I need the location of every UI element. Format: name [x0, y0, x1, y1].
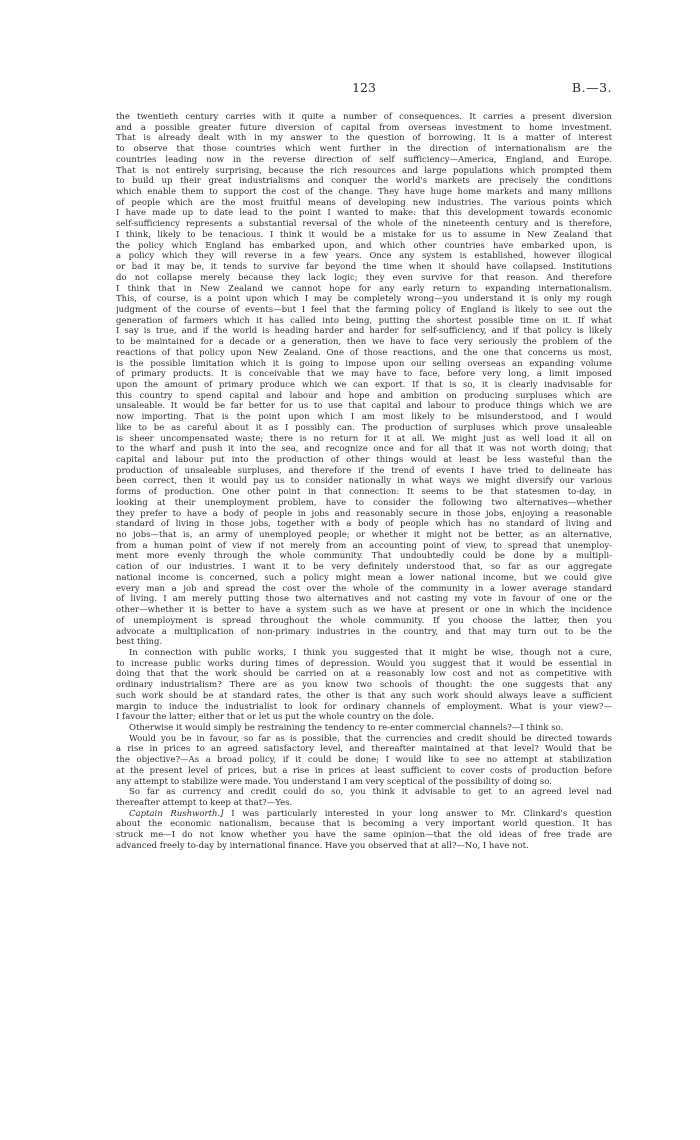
text-line: doing that that the work should be carried on at a reasonably low cost and not as competitive with — [116, 669, 612, 680]
text-line: countries leading now in the reverse direction of self sufficiency—America, England, and Europe. — [116, 154, 612, 165]
text-line: of unemployment is spread throughout the whole community. If you choose the latter, then you — [116, 615, 612, 626]
text-line: any attempt to stabilize were made. You understand I am very sceptical of the possibility of doing so. — [116, 776, 552, 787]
text-line: Otherwise it would simply be restraining the tendency to re-enter commercial channels?—I think so. — [129, 722, 564, 733]
text-line: a policy which they will reverse in a few years. Once any system is established, however illogical — [116, 251, 612, 262]
text-line: best thing. — [116, 637, 163, 648]
text-line: I think, likely to be tenacious. I think it would be a mistake for us to assume in New Zealand that — [116, 229, 612, 240]
text-line: production of unsaleable surpluses, and therefore if the trend of events I have tried to delineate has — [116, 465, 612, 476]
text-line: this country to spend capital and labour and hope and ambition on producing surpluses which are — [116, 390, 612, 401]
text-line: to be maintained for a decade or a generation, then we have to face very seriously the problem of the — [116, 337, 612, 348]
text-line: generation of farmers which it has called into being, putting the shortest possible time on it. If what — [116, 315, 612, 326]
text-line: So far as currency and credit could do so, you think it advisable to get to an agreed level nad — [129, 787, 612, 798]
text-line: no jobs—that is, an army of unemployed people; or whether it might not be better, as an alternative, — [116, 530, 612, 541]
paragraph — [116, 648, 612, 723]
text-line: I think that in New Zealand we cannot hope for any early return to expanding internationalism. — [116, 283, 612, 294]
text-line: like to be as careful about it as I possibly can. The production of surpluses which prove unsaleable — [116, 422, 612, 433]
text-line: about the economic nationalism, because that is becoming a very important world question. It has — [116, 819, 612, 830]
text-line: Would you be in favour, so far as is possible, that the currencies and credit should be directed towards — [129, 733, 612, 744]
text-line: such work should be at standard rates, the other is that any such work should always leave a sufficient — [116, 690, 612, 701]
text-line: forms of production. One other point in that connection: It seems to be that statesmen to-day, in — [116, 487, 612, 498]
paragraph — [116, 112, 612, 648]
paragraph — [116, 734, 612, 788]
text-line: advocate a multiplication of non-primary industries in the country, and that may turn out to be the — [116, 626, 612, 637]
text-line: been correct, then it would pay us to consider nationally in what ways we might diversify our various — [116, 476, 612, 487]
text-line: the policy which England has embarked upon, and which other countries have embarked upon, is — [116, 240, 612, 251]
text-line: capital and labour put into the production of other things would at least be less wasteful than the — [116, 455, 612, 465]
text-line: and a possible greater future diversion of capital from overseas investment to home investment. — [116, 122, 612, 133]
text-line: upon the amount of primary produce which we can export. If that is so, it is clearly inadvisable for — [116, 379, 612, 390]
text-line: cation of our industries. I want it to be very definitely understood that, so far as our aggregate — [116, 562, 612, 573]
text-line: the twentieth century carries with it quite a number of consequences. It carries a present diversion — [116, 112, 612, 122]
text-line: struck me—I do not know whether you have the same opinion—that the old ideas of free trade are — [116, 830, 612, 841]
paragraph — [116, 787, 612, 808]
text-line: is the possible limitation which it is going to impose upon our selling overseas an expanding volume — [116, 358, 612, 369]
text-line: ordinary industrialism? There are as you know two schools of thought: the one suggests that any — [116, 680, 612, 691]
text-line: In connection with public works, I think you suggested that it might be wise, though not a cure, — [129, 647, 612, 658]
text-line: a rise in prices to an agreed satisfactory level, and thereafter maintained at that level? Would that be — [116, 744, 612, 755]
text-line: now importing. That is the point upon which I am most likely to be misunderstood, and I would — [116, 412, 612, 423]
text-line: national income is concerned, such a policy might mean a lower national income, but we could give — [116, 572, 612, 583]
document-body — [116, 112, 612, 852]
text-line: at the present level of prices, but a rise in prices at least sufficient to cover costs of production before — [116, 765, 612, 776]
text-line: unsaleable. It would be far better for us to use that capital and labour to produce things which we are — [116, 401, 612, 412]
text-line: do not collapse merely because they lack logic; they even survive for that reason. And therefore — [116, 272, 612, 283]
text-line: they prefer to have a body of people in jobs and reasonably secure in those jobs, enjoying a reasonable — [116, 508, 612, 519]
text-line: of primary products. It is conceivable that we may have to face, before very long, a limit imposed — [116, 369, 612, 380]
text-line: looking at their unemployment problem, have to consider the following two alternatives—whether — [116, 497, 612, 508]
text-line: to increase public works during times of depression. Would you suggest that it would be essential in — [116, 658, 612, 669]
text-line: reactions of that policy upon New Zealand. One of those reactions, and the one that concerns us most, — [116, 347, 612, 358]
text-line: every man a job and spread the cost over the whole of the community in a lower average standard — [116, 583, 612, 594]
text-line: judgment of the course of events—but I feel that the farming policy of England is likely to see out the — [116, 304, 612, 315]
text-line: That is not entirely surprising, because the rich resources and large populations which prompted them — [116, 165, 612, 176]
page-number: 123 — [352, 80, 376, 95]
text-line: of people which are the most fruitful means of developing new industries. The various points which — [116, 197, 612, 208]
text-line: advanced freely to-day by international finance. Have you observed that at all?—No, I have not. — [116, 840, 529, 851]
text-line: margin to induce the industrialist to look for ordinary channels of employment. What is your view?— — [116, 701, 612, 712]
text-line: which enable them to support the cost of the change. They have huge home markets and many millions — [116, 187, 612, 198]
text-line: to build up their great industrialisms and conquer the world's markets are precisely the conditions — [116, 176, 612, 187]
text-line: thereafter attempt to keep at that?—Yes. — [116, 798, 293, 808]
text-line: I say is true, and if the world is heading harder and harder for self-sufficiency, and if that policy is likely — [116, 326, 612, 337]
text-line: other—whether it is better to have a system such as we have at present or one in which the incidence — [116, 605, 612, 616]
speaker-name: Captain Rushworth.] — [129, 808, 224, 819]
text-line: of living. I am merely putting those two alternatives and not casting my vote in favour of one or the — [116, 594, 612, 605]
text-line — [116, 809, 612, 820]
text-line: ment more evenly through the whole community. That undoubtedly could be done by a multipli- — [116, 551, 612, 562]
text-line: to the wharf and push it into the sea, and recognize once and for all that it was not worth doing; that — [116, 444, 612, 455]
text-line: the objective?—As a broad policy, if it could be done; I would like to see no attempt at stabilization — [116, 755, 612, 766]
paper-reference: B.—3. — [571, 80, 612, 95]
text-line: self-sufficiency represents a substantial reversal of the whole of the nineteenth century and is therefore, — [116, 219, 612, 230]
text-line: This, of course, is a point upon which I may be completely wrong—you understand it is only my rough — [116, 294, 612, 305]
text-line: I favour the latter; either that or let us put the whole country on the dole. — [116, 712, 434, 723]
text-line: is sheer uncompensated waste; there is no return for it at all. We might just as well load it all on — [116, 433, 612, 444]
page-header — [116, 80, 612, 100]
text-line: from a human point of view if not merely from an accounting point of view, to spread that unemploy- — [116, 540, 612, 551]
line-text: I was particularly interested in your long answer to Mr. Clinkard's question — [223, 808, 612, 819]
text-line: That is already dealt with in my answer to the question of borrowing. It is a matter of interest — [116, 133, 612, 144]
text-line: I have made up to date lead to the point I wanted to make: that this development towards economic — [116, 208, 612, 219]
text-line: or bad it may be, it tends to survive far beyond the time when it should have collapsed. Institutions — [116, 262, 612, 273]
paragraph — [116, 723, 612, 734]
text-line: standard of living in those jobs, together with a body of people which has no standard of living and — [116, 519, 612, 530]
paragraph — [116, 809, 612, 852]
text-line: to observe that those countries which went further in the direction of internationalism are the — [116, 144, 612, 155]
